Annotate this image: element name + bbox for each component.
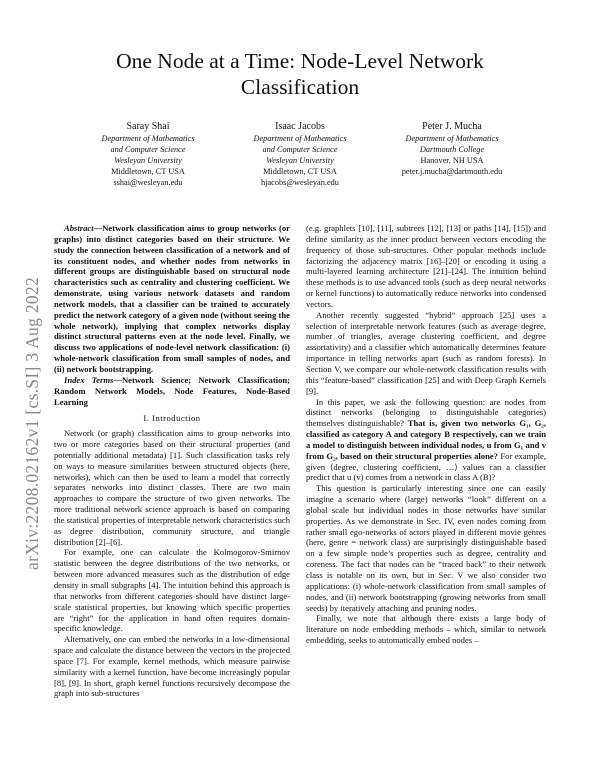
author-email: sshai@wesleyan.edu [113, 178, 183, 187]
paper-title [0, 48, 600, 100]
author-dept: Department of Mathematics [405, 134, 499, 143]
author-name: Isaac Jacobs [275, 121, 325, 132]
index-terms-text: —Network Science; Network Classification; Random Network Models, Node Features, Node-Based Learning [54, 374, 291, 407]
author-email: peter.j.mucha@dartmouth.edu [401, 167, 503, 176]
abstract [54, 223, 290, 375]
paragraph: Finally, we note that although there exists a large body of literature on node embedding methods – which, similar to network embedding, seeks to automatically embed nodes – [306, 613, 546, 646]
author-dept-2: and Computer Science [110, 145, 186, 154]
author-name: Saray Shai [126, 121, 170, 132]
author-dept: Department of Mathematics [101, 134, 195, 143]
index-terms-label: Index Terms [64, 374, 114, 385]
author-city: Hanover, NH USA [420, 156, 484, 165]
paragraph: Network (or graph) classification aims to group networks into two or more categories based on their structural properties (and potentially additional metadata) [1]. Such classification tasks rely on ways to measure similarities between structured objects (here, networks), which can then be used to learn a model that correctly separates networks into distinct classes. There are two main approaches to compare the structure of two given networks. The more traditional network science approach is based on comparing the statistical properties of interpretable network characteristics such as degree distribution, community structure, and triangle distribution [2]–[6]. [54, 428, 290, 547]
index-terms [54, 375, 290, 408]
author-email: hjacobs@wesleyan.edu [261, 178, 339, 187]
paragraph: For example, one can calculate the Kolmogorov-Smirnov statistic between the degree distributions of the two networks, or between more advanced measures such as the distribution of edge density in small subgraphs [4]. The intuition behind this approach is that networks from different categories should have distinct large-scale statistical properties, but knowing which specific properties are “right” for the application in hand often requires domain-specific knowledge. [54, 547, 290, 634]
paragraph [306, 397, 546, 484]
paragraph: (e.g. graphlets [10], [11], subtrees [12], [13] or paths [14], [15]) and define similarity as the inner product between vectors encoding the frequency of those sub-structures. Other popular methods include factorizing the adjacency matrix [16]–[20] or encoding it using a multi-layered learning architecture [21]–[24]. The intuition behind these methods is to use advanced tools (such as deep neural networks or kernel functions) to automatically reduce networks into condensed vectors. [306, 223, 546, 309]
paragraph-text: In this paper, we ask the following question: are nodes from distinct networks (belonging to distinguishable categories) themselves distinguishable? [306, 396, 546, 429]
abstract-text: —Network classification aims to group networks (or graphs) into distinct categories based on their structure. We study the connection between classification of a network and of its constituent nodes, and whether nodes from networks in different groups are distinguishable based on structural node characteristics such as centrality and clustering coefficient. We demonstrate, using various network datasets and random network models, that a classifier can be trained to accurately predict the network category of a given node (without seeing the whole network), implying that complex networks display distinct structural patterns even at the node level. Finally, we discuss two applications of node-level network classification: (i) whole-network classification from small samples of nodes, and (ii) network bootstrapping. [54, 223, 290, 374]
author-dept: Department of Mathematics [253, 134, 347, 143]
author-dept-2: and Computer Science [262, 145, 338, 154]
author-city: Middletown, CT USA [263, 167, 337, 176]
section-heading: I. Introduction [143, 413, 201, 424]
paragraph: Another recently suggested “hybrid” approach [25] uses a selection of interpretable network features (such as average degree, number of triangles, average clustering coefficient, and degree assortativity) and a classifier which automatically determines feature importance in telling networks apart (such as random forests). In Section V, we compare our whole-network classification results with this “feature-based” classification [25] and with Deep Graph Kernels [9]. [306, 309, 546, 396]
author-3 [357, 121, 547, 177]
author-institution: Wesleyan University [114, 156, 182, 165]
author-name: Peter J. Mucha [422, 121, 482, 132]
paragraph: Alternatively, one can embed the networks in a low-dimensional space and calculate the distance between the vectors in the projected space [7]. For example, kernel methods, which measure pairwise similarity with a kernel function, have become increasingly popular [8], [9]. In short, graph kernel functions recursively decompose the graph into sub-structures [54, 634, 290, 699]
paragraph-text: For example, given ⟨degree, clustering coefficient, …⟩ values can a classifier predict that u (v) comes from a network in class A (B)? [306, 450, 546, 483]
title-line-2: Classification [240, 75, 360, 99]
left-column [54, 223, 290, 699]
author-block [0, 121, 600, 193]
right-column [306, 223, 546, 646]
research-question: That is, given two networks G₁, G₂, classified as category A and category B respectively, can we train a model to distinguish between individual nodes, u from G₁ and v from G₂, based on their structural properties alone? [306, 418, 546, 461]
author-institution: Dartmouth College [419, 145, 485, 154]
paragraph: This question is particularly interesting since one can easily imagine a scenario where (large) networks “look” different on a global scale but individual nodes in those networks have similar properties. As we demonstrate in Sec. IV, even nodes coming from rather small ego-networks of actors played in different movie genres (here, genre = network class) are surprisingly distinguishable based on a few simple node’s properties such as degree, centrality and coreness. The fact that nodes can be “traced back” to their network class is notable on its own, but in Sec. V we also consider two applications: (i) whole-network classification from small samples of nodes, and (ii) network bootstrapping (growing networks from small seeds) by iteratively attaching and pruning nodes. [306, 483, 546, 613]
author-city: Middletown, CT USA [111, 167, 185, 176]
title-line-1: One Node at a Time: Node-Level Network [116, 49, 484, 73]
author-institution: Wesleyan University [266, 156, 334, 165]
arxiv-watermark: arXiv:2208.02162v1 [cs.SI] 3 Aug 2022 [22, 276, 42, 570]
abstract-label: Abstract [64, 223, 94, 233]
